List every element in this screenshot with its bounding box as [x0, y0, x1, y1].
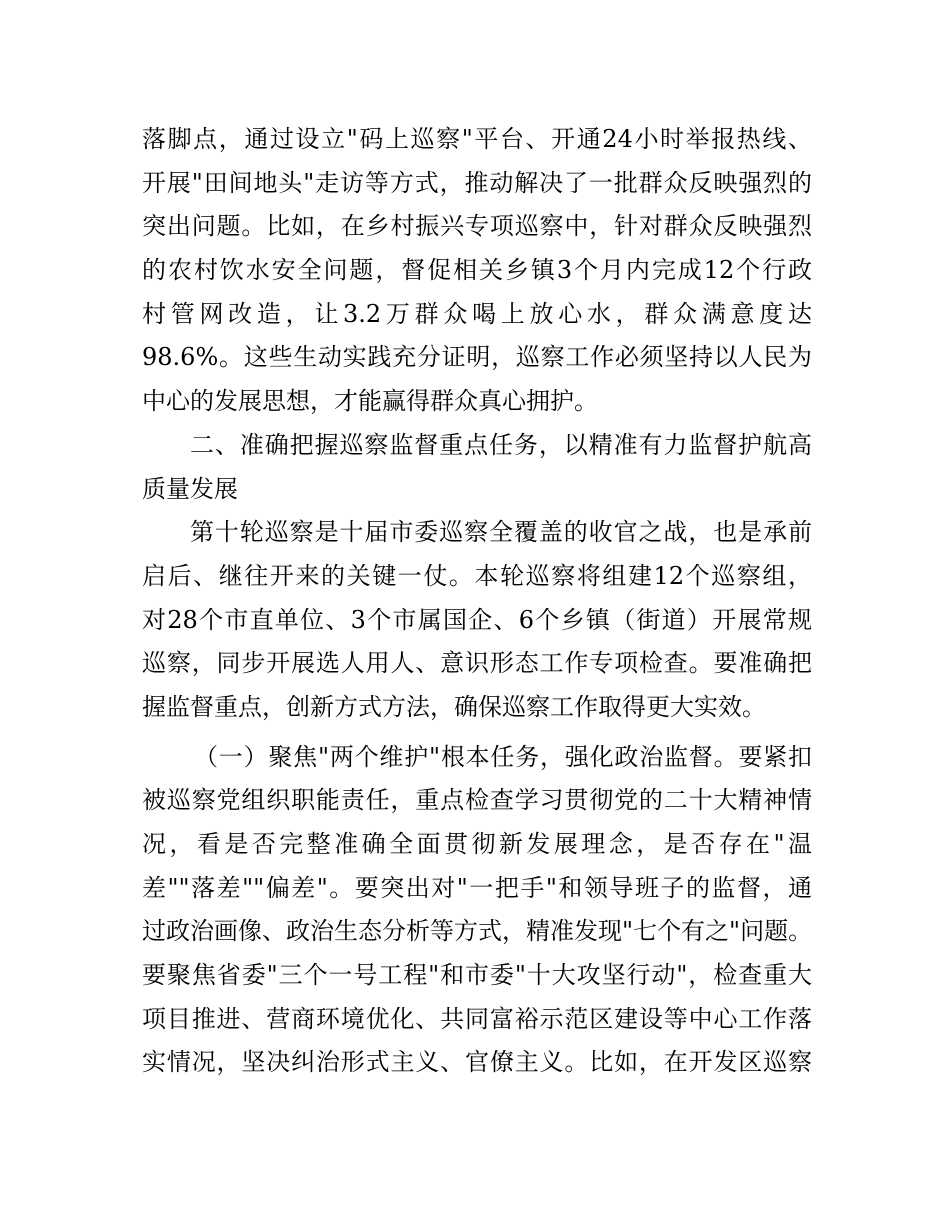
- text-line: 的农村饮水安全问题，督促相关乡镇3个月内完成12个行政: [142, 256, 812, 285]
- text-line: 实情况，坚决纠治形式主义、官僚主义。比如，在开发区巡察: [142, 1048, 812, 1077]
- section-heading: [142, 424, 812, 511]
- text-line: 启后、继往开来的关键一仗。本轮巡察将组建12个巡察组，: [142, 561, 812, 590]
- text-line: 被巡察党组织职能责任，重点检查学习贯彻党的二十大精神情: [142, 786, 812, 815]
- text-line: 过政治画像、政治生态分析等方式，精准发现"七个有之"问题。: [142, 917, 813, 946]
- paragraph-p2: [142, 511, 812, 729]
- text-line: 98.6%。这些生动实践充分证明，巡察工作必须坚持以人民为: [142, 343, 812, 372]
- text-line: 差""落差""偏差"。要突出对"一把手"和领导班子的监督，通: [142, 873, 812, 902]
- document-body: [142, 118, 812, 1085]
- heading-line: 二、准确把握巡察监督重点任务，以精准有力监督护航高: [190, 430, 812, 459]
- paragraph-p1: [142, 118, 812, 424]
- text-line: 况，看是否完整准确全面贯彻新发展理念，是否存在"温: [142, 830, 812, 858]
- text-line: 握监督重点，创新方式方法，确保巡察工作取得更大实效。: [142, 692, 766, 721]
- text-line: 村管网改造，让3.2万群众喝上放心水，群众满意度达: [142, 299, 812, 328]
- text-line: 巡察，同步开展选人用人、意识形态工作专项检查。要准确把: [142, 649, 812, 678]
- text-line: 突出问题。比如，在乡村振兴专项巡察中，针对群众反映强烈: [142, 212, 812, 241]
- heading-line: 质量发展: [142, 474, 238, 503]
- text-line: 第十轮巡察是十届市委巡察全覆盖的收官之战，也是承前: [190, 518, 812, 547]
- text-line: （一）聚焦"两个维护"根本任务，强化政治监督。要紧扣: [194, 742, 812, 771]
- text-line: 开展"田间地头"走访等方式，推动解决了一批群众反映强烈的: [142, 168, 812, 197]
- text-line: 要聚焦省委"三个一号工程"和市委"十大攻坚行动"，检查重大: [142, 961, 812, 990]
- text-line: 落脚点，通过设立"码上巡察"平台、开通24小时举报热线、: [142, 125, 812, 153]
- text-line: 项目推进、营商环境优化、共同富裕示范区建设等中心工作落: [142, 1004, 812, 1033]
- text-line: 中心的发展思想，才能赢得群众真心拥护。: [142, 387, 598, 416]
- text-line: 对28个市直单位、3个市属国企、6个乡镇（街道）开展常规: [142, 605, 812, 634]
- paragraph-p3: [142, 736, 812, 1086]
